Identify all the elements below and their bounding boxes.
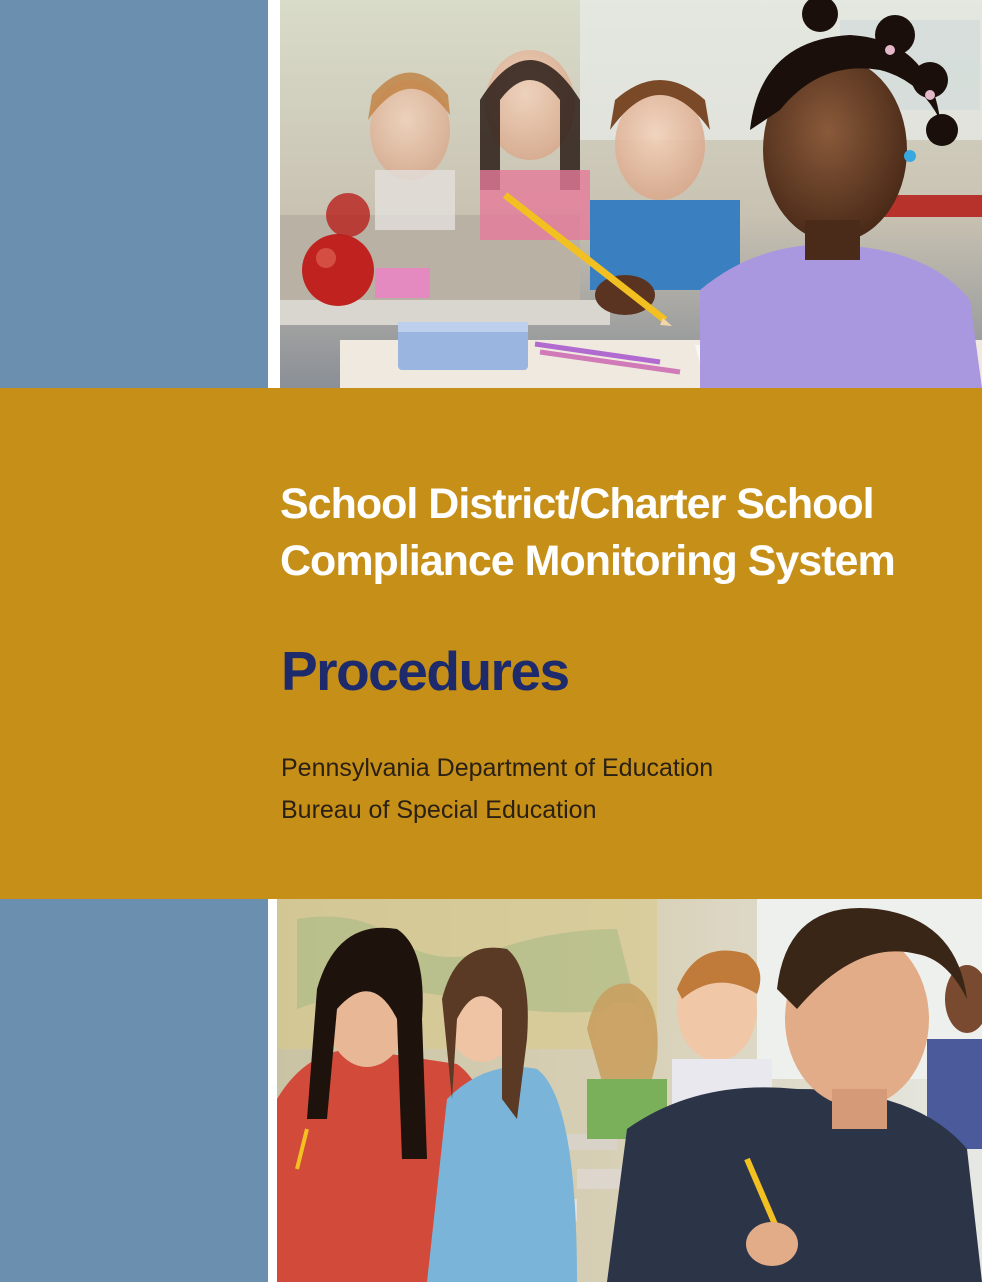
- document-title: [280, 476, 970, 590]
- document-subtitle: Procedures: [281, 640, 569, 702]
- side-panel-bottom: [0, 899, 268, 1282]
- divider-top: [268, 0, 280, 388]
- side-panel-top: [0, 0, 268, 388]
- classroom-teen-students-photo: [277, 899, 982, 1282]
- publisher-department: Pennsylvania Department of Education: [281, 754, 714, 782]
- publisher-bureau: Bureau of Special Education: [281, 796, 597, 824]
- classroom-young-students-photo: [280, 0, 982, 388]
- publisher-block: [281, 747, 713, 831]
- title-line-2: Compliance Monitoring System: [280, 537, 895, 585]
- divider-bottom: [268, 899, 277, 1282]
- title-line-1: School District/Charter School: [280, 480, 874, 528]
